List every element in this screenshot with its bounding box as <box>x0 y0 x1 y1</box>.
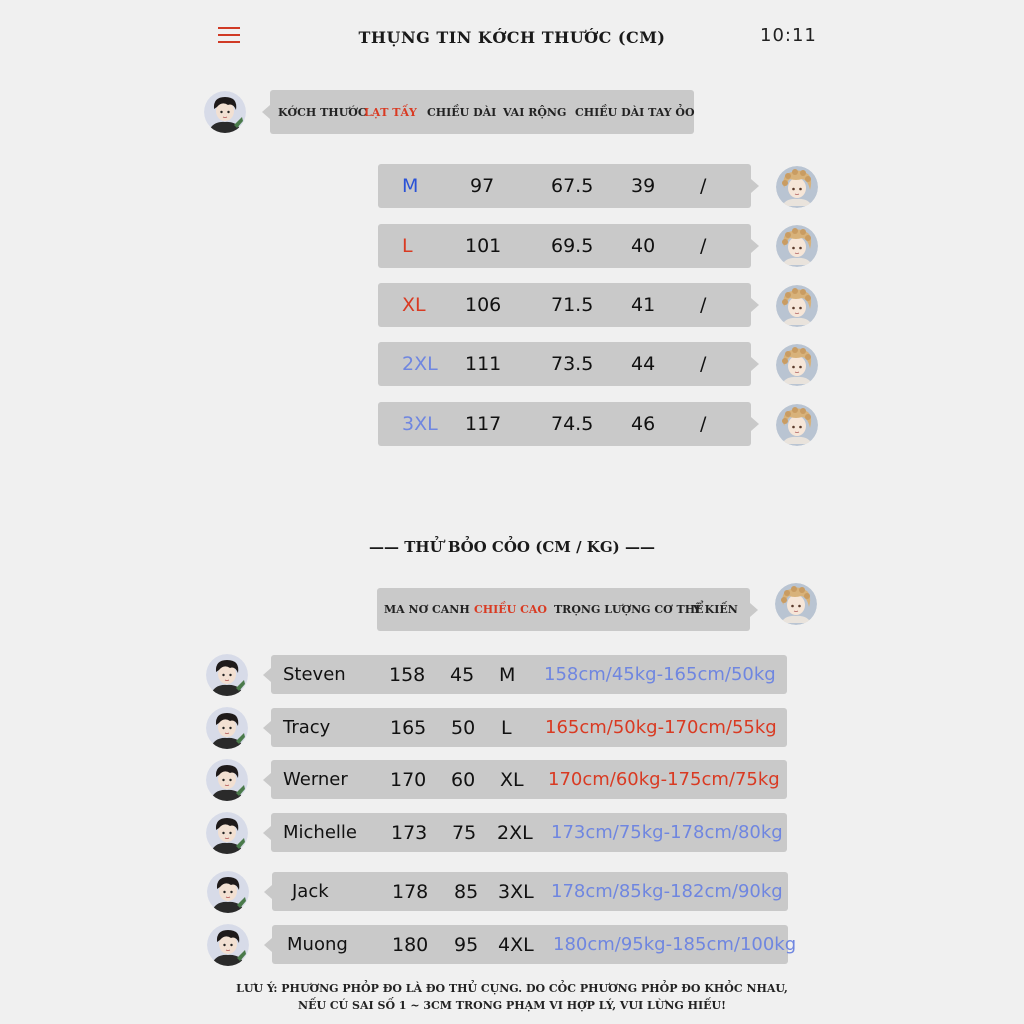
boy-avatar-icon <box>207 924 249 966</box>
size-label: M <box>402 175 419 197</box>
size-value-4: / <box>700 353 707 375</box>
boy-avatar-icon <box>206 707 248 749</box>
mannequin-height: 170 <box>390 768 427 791</box>
size-header-1: LẠT TẤY <box>364 105 417 119</box>
boy-avatar-icon <box>206 812 248 854</box>
mannequin-size: L <box>501 716 512 739</box>
size-value-2: 69.5 <box>551 235 594 257</box>
boy-avatar-icon <box>206 759 248 801</box>
fit-header-3: Ý KIẾN <box>693 603 738 616</box>
fit-range: 180cm/95kg-185cm/100kg <box>553 934 797 955</box>
fit-range: 173cm/75kg-178cm/80kg <box>551 822 783 843</box>
size-value-1: 111 <box>465 353 502 375</box>
size-value-3: 41 <box>631 294 656 316</box>
size-value-1: 101 <box>465 235 502 257</box>
page-title: THỤNG TIN KỚCH THƯỚC (CM) <box>358 28 666 47</box>
top-bar <box>0 0 1024 70</box>
size-value-4: / <box>700 175 707 197</box>
size-value-2: 74.5 <box>551 413 594 435</box>
curly-avatar-icon <box>775 583 817 625</box>
size-value-3: 39 <box>631 175 656 197</box>
fit-row <box>271 760 787 799</box>
size-header-3: VAI RỘNG <box>503 105 567 119</box>
mannequin-weight: 45 <box>450 663 475 686</box>
mannequin-weight: 95 <box>454 933 479 956</box>
fit-section-title: —— THỬ BỎO CỎO (CM / KG) —— <box>369 538 655 556</box>
size-header-0: KỚCH THƯỚC <box>278 105 367 119</box>
mannequin-size: 3XL <box>498 880 534 903</box>
mannequin-weight: 85 <box>454 880 479 903</box>
curly-avatar-icon <box>776 404 818 446</box>
fit-range: 165cm/50kg-170cm/55kg <box>545 717 777 738</box>
mannequin-weight: 60 <box>451 768 476 791</box>
mannequin-size: 2XL <box>497 821 533 844</box>
size-header-2: CHIỀU DÀI <box>427 105 497 119</box>
size-row <box>378 342 751 386</box>
boy-avatar-icon <box>206 654 248 696</box>
mannequin-size: 4XL <box>498 933 534 956</box>
mannequin-name: Muong <box>287 934 348 955</box>
size-value-1: 106 <box>465 294 502 316</box>
clock-time: 10:11 <box>760 25 817 46</box>
fit-header-0: MA NƠ CANH <box>384 603 470 616</box>
boy-avatar-icon <box>207 871 249 913</box>
mannequin-height: 158 <box>389 663 426 686</box>
boy-avatar-icon <box>204 91 246 133</box>
size-value-3: 46 <box>631 413 656 435</box>
curly-avatar-icon <box>776 285 818 327</box>
fit-row <box>271 708 787 747</box>
fit-range: 158cm/45kg-165cm/50kg <box>544 664 776 685</box>
size-value-4: / <box>700 413 707 435</box>
mannequin-size: XL <box>500 768 524 791</box>
size-label: 2XL <box>402 353 438 375</box>
size-value-2: 67.5 <box>551 175 594 197</box>
size-value-1: 97 <box>470 175 495 197</box>
fit-range: 178cm/85kg-182cm/90kg <box>551 881 783 902</box>
curly-avatar-icon <box>776 225 818 267</box>
fit-row <box>272 925 797 964</box>
mannequin-name: Tracy <box>283 717 331 738</box>
mannequin-height: 165 <box>390 716 427 739</box>
mannequin-name: Michelle <box>283 822 357 843</box>
size-label: L <box>402 235 413 257</box>
size-value-3: 44 <box>631 353 656 375</box>
size-label: 3XL <box>402 413 438 435</box>
size-row <box>378 224 751 268</box>
size-value-3: 40 <box>631 235 656 257</box>
mannequin-height: 178 <box>392 880 429 903</box>
size-label: XL <box>402 294 426 316</box>
footnote-line-1: LƯU Ý: PHƯƠNG PHỎP ĐO LÀ ĐO THỦ CỤNG. DO CỎC PHƯƠNG PHỎP ĐO KHỎC NHAU, <box>236 982 788 995</box>
size-value-4: / <box>700 235 707 257</box>
fit-row <box>271 655 787 694</box>
mannequin-height: 173 <box>391 821 428 844</box>
fit-header-2: TRỌNG LƯỢNG CƠ THỂ <box>554 603 704 616</box>
size-header-bubble <box>270 90 694 134</box>
fit-row <box>272 872 788 911</box>
fit-range: 170cm/60kg-175cm/75kg <box>548 769 780 790</box>
mannequin-size: M <box>499 663 516 686</box>
size-value-2: 71.5 <box>551 294 594 316</box>
curly-avatar-icon <box>776 166 818 208</box>
size-row <box>378 283 751 327</box>
size-value-1: 117 <box>465 413 502 435</box>
size-value-2: 73.5 <box>551 353 594 375</box>
fit-row <box>271 813 787 852</box>
size-header-4: CHIỀU DÀI TAY ỎO <box>575 105 695 119</box>
mannequin-weight: 50 <box>451 716 476 739</box>
mannequin-height: 180 <box>392 933 429 956</box>
mannequin-name: Steven <box>283 664 346 685</box>
footnote <box>0 980 1024 1014</box>
size-value-4: / <box>700 294 707 316</box>
fit-header-bubble <box>377 588 750 631</box>
footnote-line-2: NẾU CÚ SAI SỐ 1 ~ 3CM TRONG PHẠM VI HỢP LÝ, VUI LỪNG HIẾU! <box>298 999 726 1012</box>
fit-header-1: CHIỀU CAO <box>474 603 547 616</box>
mannequin-weight: 75 <box>452 821 477 844</box>
size-row <box>378 164 751 208</box>
curly-avatar-icon <box>776 344 818 386</box>
mannequin-name: Werner <box>283 769 348 790</box>
size-row <box>378 402 751 446</box>
mannequin-name: Jack <box>292 881 329 902</box>
